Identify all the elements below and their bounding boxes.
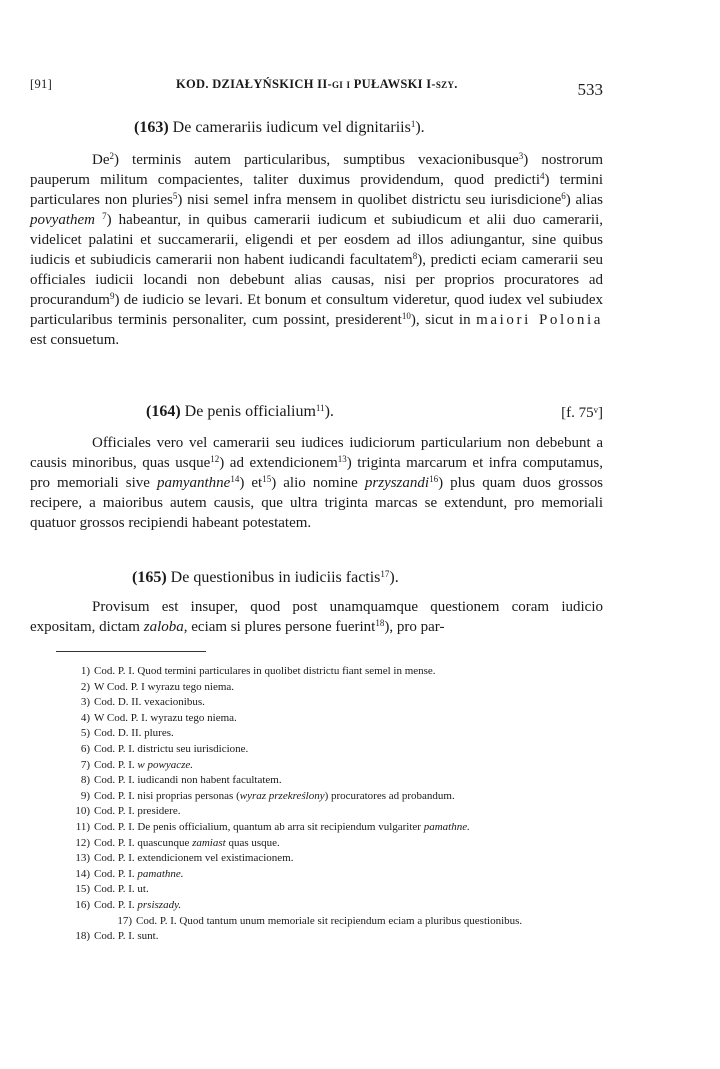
folio-number: [91] <box>30 77 53 91</box>
footnote <box>30 882 603 898</box>
italic-term: w powyacze. <box>137 758 194 771</box>
footnote <box>30 836 603 852</box>
footnote <box>30 711 603 727</box>
footnote-mark: 6) <box>80 742 90 755</box>
section-number: (164) <box>146 403 181 420</box>
footnote-mark: 18) <box>75 930 90 943</box>
section-heading: (163) De camerariis iudicum vel dignitariis$^1$). <box>134 119 425 136</box>
text-run: Cod. P. I. Quod termini particulares in quolibet districtu fiant semel in mense. <box>94 665 436 677</box>
footnote <box>30 773 603 789</box>
footnote-mark: 11) <box>75 820 90 833</box>
text-run: , eciam si plures persone fuerint <box>183 619 376 635</box>
text-run: Cod. P. I. extendicionem vel existimacionem. <box>94 852 294 865</box>
italic-term: zaloba <box>143 619 184 635</box>
text-run: Cod. P. I. iudicandi non habent facultatem. <box>94 774 282 787</box>
section-body <box>30 433 603 533</box>
italic-term: wyraz przekreślony <box>239 789 325 802</box>
footnote <box>30 742 603 758</box>
footnote <box>30 820 603 836</box>
footnote-ref: 3 <box>518 151 524 161</box>
footnote <box>30 789 603 805</box>
footnote-mark: 8) <box>80 774 90 787</box>
footnote-mark: 14) <box>75 867 90 880</box>
footnote-mark: 5) <box>80 727 90 740</box>
section-heading: (164) De penis officialium$^{11}$). <box>146 403 334 420</box>
italic-term: pamathne. <box>137 867 184 880</box>
page-number: 533 <box>577 80 603 99</box>
footnote <box>30 914 603 930</box>
text-run: Cod. P. I. districtu seu iurisdicione. <box>94 742 249 755</box>
footnote-ref: 18 <box>375 618 385 628</box>
text-run: Provisum est insuper, quod post unamquamque questionem coram iudicio expositam, dictam <box>30 599 603 635</box>
text-run: ) procuratores ad probandum. <box>324 789 455 802</box>
italic-term: przyszandi <box>364 475 430 491</box>
text-run: ) ad extendicionem <box>219 455 338 471</box>
footnote-ref: 17 <box>380 569 390 579</box>
text-run: Cod. P. I. <box>94 867 138 880</box>
text-run: ) nisi semel infra mensem in quolibet districtu seu iurisdicione <box>177 192 562 208</box>
section-heading: (165) De questionibus in iudiciis factis$^{17}$). <box>132 569 399 586</box>
footnote <box>30 851 603 867</box>
footnote-ref: 14 <box>230 474 240 484</box>
paragraph <box>30 433 603 533</box>
footnote-mark: 12) <box>75 836 90 849</box>
footnote <box>30 929 603 945</box>
text-run: ) termini particulares non pluries <box>30 172 603 208</box>
section-title: De penis officialium <box>184 403 316 420</box>
footnote-ref: 9 <box>109 291 115 301</box>
footnote-mark: 1) <box>80 665 90 677</box>
footnote <box>30 680 603 696</box>
footnote-ref: 2 <box>109 151 114 161</box>
footnote-mark: 16) <box>75 898 90 911</box>
footnote-mark: 2) <box>80 680 90 693</box>
footnote-ref: 15 <box>262 474 272 484</box>
text-run: ), pro par- <box>384 619 445 635</box>
text-run: W Cod. P. I. wyrazu tego niema. <box>94 711 237 724</box>
footnote <box>30 898 603 914</box>
italic-term: zamiast <box>192 836 226 849</box>
section-title: De camerariis iudicum vel dignitariis <box>172 119 411 136</box>
text-run: ) alias <box>565 192 604 208</box>
footnote-ref: 6 <box>561 191 566 201</box>
footnote-mark: 10) <box>75 805 90 818</box>
spaced-term: maiori Polonia <box>476 312 604 328</box>
text-run: Cod. P. I. presidere. <box>94 805 181 818</box>
folio-marker: [f. 75ᵛ] <box>561 405 603 421</box>
text-run <box>95 212 102 228</box>
text-run: Cod. P. I. quascunque <box>94 836 193 849</box>
footnote-mark: 9) <box>80 789 90 802</box>
italic-term: povyathem <box>30 212 95 228</box>
paragraph <box>30 597 603 637</box>
italic-term: prsiszady. <box>137 898 182 911</box>
footnote-rule <box>56 651 206 652</box>
footnote-mark: 4) <box>80 711 90 724</box>
text-run: ) nostrorum pauperum militum compacientes, taliter duximus providendum, quod predicti <box>30 152 603 188</box>
footnote-mark: 17) <box>117 914 132 927</box>
text-run: Cod. P. I. <box>94 898 138 911</box>
text-run: quas usque. <box>225 836 280 849</box>
footnote-mark: 13) <box>75 852 90 865</box>
text-run: ) plus quam duos grossos recipere, a maioribus autem causis, que ultra triginta marcas se extendunt, pro memoriali quatuor grossos recipiendi habeant potestatem. <box>30 475 603 531</box>
text-run: ) de iudicio se levari. Et bonum et consultum videretur, quod iudex vel subiudex particularibus terminis personaliter, cum possint, presiderent <box>30 292 603 328</box>
footnote-ref: 5 <box>172 191 178 201</box>
section-number: (163) <box>134 119 169 136</box>
footnote-mark: 15) <box>75 883 90 896</box>
footnote <box>30 867 603 883</box>
text-run: ) habeantur, in quibus camerarii iudicum et subiudicum et alii duo camerarii, videlicet palatini et succamerarii, eligendi et per eosdem ad illos adiungantur, sine quibus iudicis et subiudicis camerarii non habent iudicandi facultatem <box>30 212 603 268</box>
text-run: Cod. P. I. <box>94 758 138 771</box>
text-run: Cod. D. II. vexacionibus. <box>94 696 205 709</box>
italic-term: pamyanthne <box>157 475 231 491</box>
footnote-ref: 16 <box>429 474 439 484</box>
text-run: Cod. D. II. plures. <box>94 727 174 740</box>
text-run: ) triginta marcarum et infra computamus, pro memoriali sive <box>30 455 603 491</box>
text-run: est consuetum. <box>30 332 120 348</box>
text-run: Officiales vero vel camerarii seu iudices iudiciorum particularium non debebunt a causis minoribus, quas usque <box>30 435 603 471</box>
footnote-ref: 13 <box>337 454 347 464</box>
paragraph <box>30 150 603 350</box>
section-body <box>30 597 603 637</box>
footnote-ref: 8 <box>412 251 418 261</box>
text-run: ) et <box>239 475 263 491</box>
text-run: De <box>92 152 110 168</box>
footnote-ref: 4 <box>540 171 545 181</box>
footnote-ref: 1 <box>410 119 416 129</box>
footnote-ref: 7 <box>102 211 107 221</box>
footnotes <box>30 664 603 945</box>
footnote <box>30 695 603 711</box>
footnote-mark: 3) <box>80 696 90 709</box>
footnote-mark: 7) <box>80 758 90 771</box>
section-title: De questionibus in iudiciis factis <box>170 569 381 586</box>
footnote <box>30 804 603 820</box>
text-run: Cod. P. I. Quod tantum unum memoriale sit recipiendum eciam a pluribus questionibus. <box>136 914 523 927</box>
footnote-ref: 10 <box>401 311 411 321</box>
text-run: ) terminis autem particularibus, sumptibus vexacionibusque <box>114 152 519 168</box>
section-number: (165) <box>132 569 167 586</box>
text-run: Cod. P. I. De penis officialium, quantum ab arra sit recipiendum vulgariter <box>94 820 424 833</box>
footnote-ref: 12 <box>210 454 220 464</box>
text-run: W Cod. P. I wyrazu tego niema. <box>94 680 235 693</box>
text-run: Cod. P. I. sunt. <box>94 930 159 943</box>
footnote <box>30 726 603 742</box>
text-run: ), sicut in <box>410 312 477 328</box>
text-run: Cod. P. I. nisi proprias personas ( <box>94 789 240 802</box>
footnote-ref: 11 <box>315 403 325 413</box>
text-run: Cod. P. I. ut. <box>94 883 149 896</box>
running-head-title: KOD. DZIAŁYŃSKICH II-gi i PUŁAWSKI I-szy. <box>176 77 458 91</box>
section-body <box>30 150 603 350</box>
text-run: ), predicti eciam camerarii seu officiales iudicii locandi non debebunt alias causas, nisi per proprios procuratores ad procurandum <box>30 252 603 308</box>
italic-term: pamathne. <box>423 820 470 833</box>
text-run: ) alio nomine <box>271 475 365 491</box>
footnote <box>30 664 603 680</box>
footnote <box>30 758 603 774</box>
